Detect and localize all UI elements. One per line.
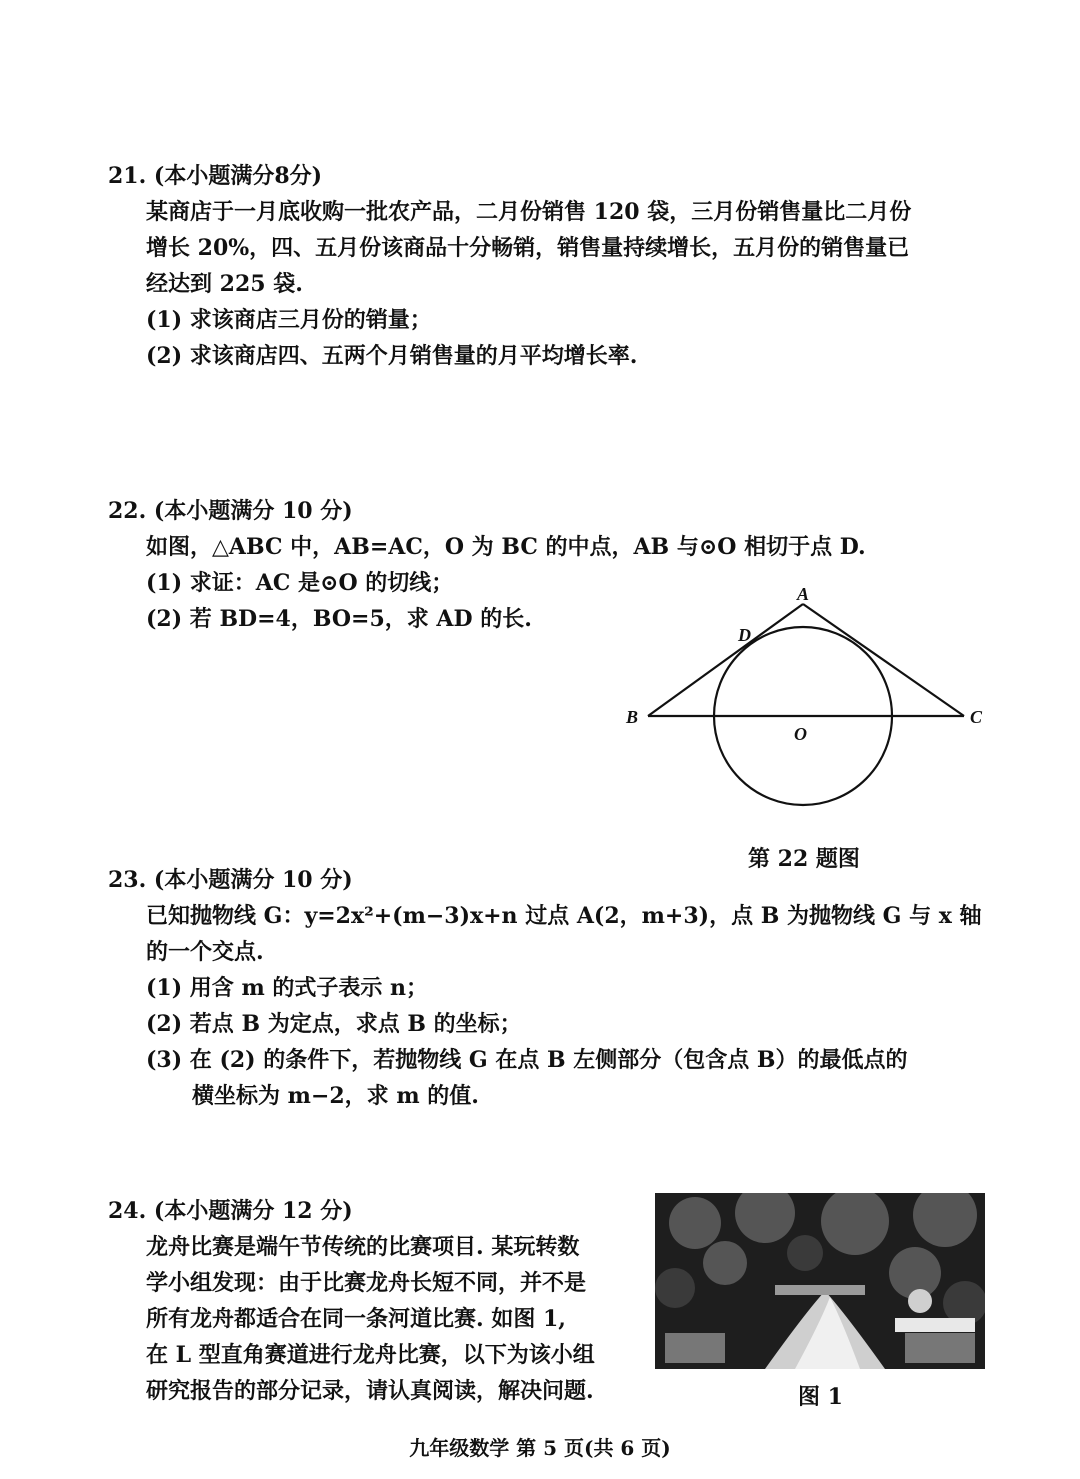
question-23-part-1: (1) 用含 m 的式子表示 n；: [146, 975, 429, 1001]
question-23-part-2: (2) 若点 B 为定点，求点 B 的坐标；: [146, 1011, 522, 1037]
question-24: [108, 1193, 648, 1409]
question-22-text-line: 如图，△ABC 中，AB=AC，O 为 BC 的中点，AB 与⊙O 相切于点 D.: [146, 534, 866, 560]
question-21-part-1: (1) 求该商店三月份的销量；: [146, 307, 432, 333]
question-22-figure: [620, 583, 990, 813]
question-21-text-line: 经达到 225 袋.: [146, 271, 303, 297]
dragon-boat-river-photo: [655, 1193, 985, 1369]
question-21-part-2: (2) 求该商店四、五两个月销售量的月平均增长率.: [146, 343, 638, 369]
label-d: D: [738, 625, 751, 645]
question-24-text-line: 学小组发现：由于比赛龙舟长短不同，并不是: [146, 1270, 587, 1296]
question-21-text-line: 某商店于一月底收购一批农产品，二月份销售 120 袋，三月份销售量比二月份: [146, 199, 912, 225]
question-23-header: 23. (本小题满分 10 分): [108, 867, 353, 893]
question-24-text-line: 在 L 型直角赛道进行龙舟比赛，以下为该小组: [146, 1342, 595, 1368]
label-b: B: [626, 707, 639, 727]
question-21: [108, 158, 1008, 374]
segment-ab: [648, 604, 803, 716]
question-22-figure-caption: 第 22 题图: [748, 846, 860, 872]
question-22-part-1: (1) 求证：AC 是⊙O 的切线；: [146, 570, 454, 596]
question-21-text-line: 增长 20%，四、五月份该商品十分畅销，销售量持续增长，五月份的销售量已: [146, 235, 910, 261]
question-22-part-2: (2) 若 BD=4，BO=5，求 AD 的长.: [146, 606, 532, 632]
question-23-text-line: 的一个交点.: [146, 939, 264, 965]
page-footer: 九年级数学 第 5 页(共 6 页): [409, 1436, 671, 1460]
question-24-text-line: 研究报告的部分记录，请认真阅读，解决问题.: [146, 1378, 594, 1404]
segment-ac: [803, 604, 964, 716]
question-24-text-line: 所有龙舟都适合在同一条河道比赛. 如图 1,: [146, 1306, 566, 1332]
question-23-part-3-continued: 横坐标为 m−2，求 m 的值.: [192, 1083, 479, 1109]
label-a: A: [797, 584, 810, 604]
question-22-header: 22. (本小题满分 10 分): [108, 498, 353, 524]
question-23: [108, 862, 1008, 1114]
question-24-header: 24. (本小题满分 12 分): [108, 1198, 353, 1224]
question-24-text-line: 龙舟比赛是端午节传统的比赛项目. 某玩转数: [146, 1234, 580, 1260]
question-21-header: 21. (本小题满分8分): [108, 163, 323, 189]
question-23-part-3: (3) 在 (2) 的条件下，若抛物线 G 在点 B 左侧部分（包含点 B）的最低点的: [146, 1047, 908, 1073]
question-24-figure-caption: 图 1: [798, 1384, 843, 1410]
label-c: C: [970, 707, 983, 727]
question-23-text-line: 已知抛物线 G：y=2x²+(m−3)x+n 过点 A(2，m+3)，点 B 为抛物线 G 与 x 轴: [146, 903, 982, 929]
label-o: O: [794, 724, 807, 744]
